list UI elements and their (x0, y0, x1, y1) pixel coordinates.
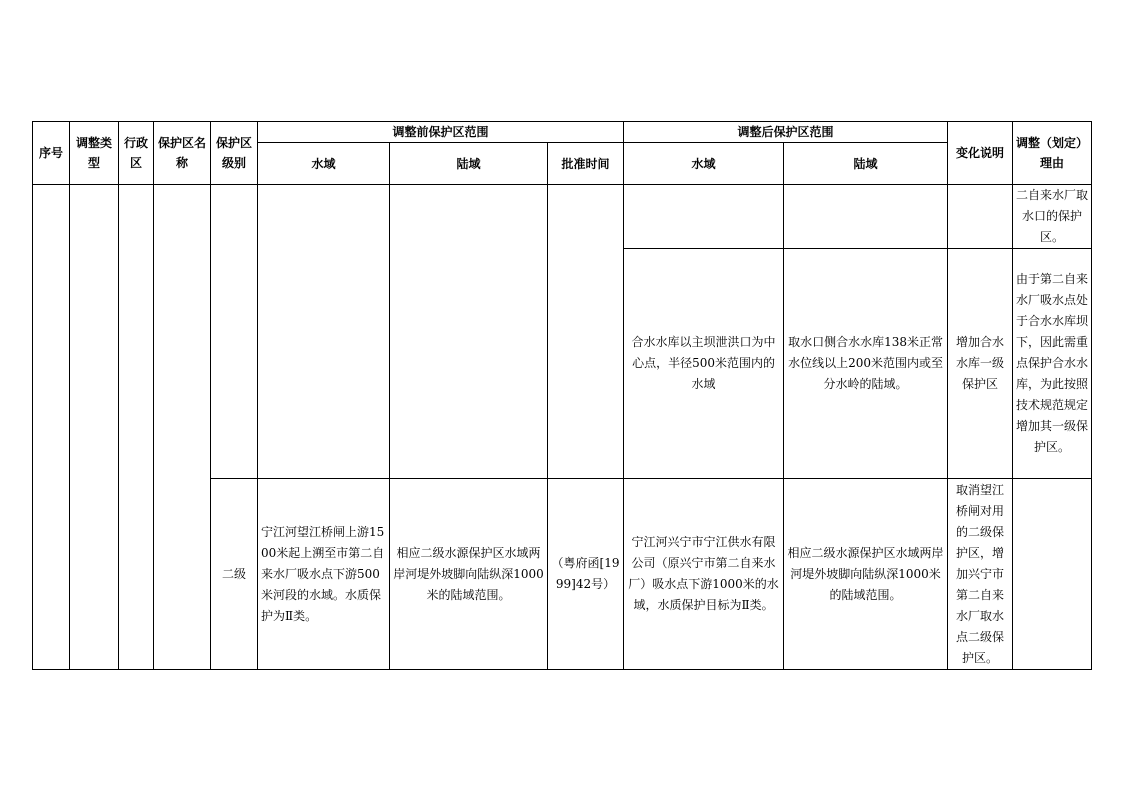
header-zone-level: 保护区级别 (211, 122, 258, 185)
table-row (33, 185, 1092, 249)
cell-water-after-2: 宁江河兴宁市宁江供水有限公司（原兴宁市第二自来水厂）吸水点下游1000米的水域，水质保护目标为Ⅱ类。 (624, 479, 784, 670)
header-water-after: 水域 (624, 143, 784, 185)
cell-reason-1a: 二自来水厂取水口的保护区。 (1013, 185, 1092, 249)
cell-change-note-2: 取消望江桥闸对用的二级保护区，增加兴宁市第二自来水厂取水点二级保护区。 (948, 479, 1013, 670)
cell-water-before-1 (258, 185, 390, 479)
header-adjust-type: 调整类型 (70, 122, 119, 185)
cell-land-after-1b: 取水口侧合水水库138米正常水位线以上200米范围内或至分水岭的陆域。 (784, 249, 948, 479)
cell-adjust-type (70, 185, 119, 670)
cell-change-note-1b: 增加合水水库一级保护区 (948, 249, 1013, 479)
protection-zone-table (32, 121, 1092, 670)
cell-reason-2 (1013, 479, 1092, 670)
header-land-after: 陆域 (784, 143, 948, 185)
header-reason: 调整（划定）理由 (1013, 122, 1092, 185)
cell-level-2: 二级 (211, 479, 258, 670)
cell-land-after-1a (784, 185, 948, 249)
cell-water-after-1b: 合水水库以主坝泄洪口为中心点，半径500米范围内的水域 (624, 249, 784, 479)
cell-approval-2: （粤府函[1999]42号） (548, 479, 624, 670)
cell-approval-1 (548, 185, 624, 479)
cell-reason-1b: 由于第二自来水厂吸水点处于合水水库坝下，因此需重点保护合水水库，为此按照技术规范规定增加其一级保护区。 (1013, 249, 1092, 479)
header-seq: 序号 (33, 122, 70, 185)
header-before-group: 调整前保护区范围 (258, 122, 624, 143)
cell-land-after-2: 相应二级水源保护区水域两岸河堤外坡脚向陆纵深1000米的陆域范围。 (784, 479, 948, 670)
header-land-before: 陆域 (390, 143, 548, 185)
cell-change-note-1a (948, 185, 1013, 249)
cell-seq (33, 185, 70, 670)
cell-zone-name (154, 185, 211, 670)
header-zone-name: 保护区名称 (154, 122, 211, 185)
cell-water-after-1a (624, 185, 784, 249)
header-approval-time: 批准时间 (548, 143, 624, 185)
cell-district (119, 185, 154, 670)
header-change-note: 变化说明 (948, 122, 1013, 185)
cell-water-before-2: 宁江河望江桥闸上游1500米起上溯至市第二自来水厂吸水点下游500米河段的水域。水质保护为Ⅱ类。 (258, 479, 390, 670)
header-after-group: 调整后保护区范围 (624, 122, 948, 143)
header-water-before: 水域 (258, 143, 390, 185)
header-row-1 (33, 122, 1092, 143)
header-district: 行政区 (119, 122, 154, 185)
cell-land-before-1 (390, 185, 548, 479)
cell-level-1 (211, 185, 258, 479)
cell-land-before-2: 相应二级水源保护区水域两岸河堤外坡脚向陆纵深1000米的陆域范围。 (390, 479, 548, 670)
